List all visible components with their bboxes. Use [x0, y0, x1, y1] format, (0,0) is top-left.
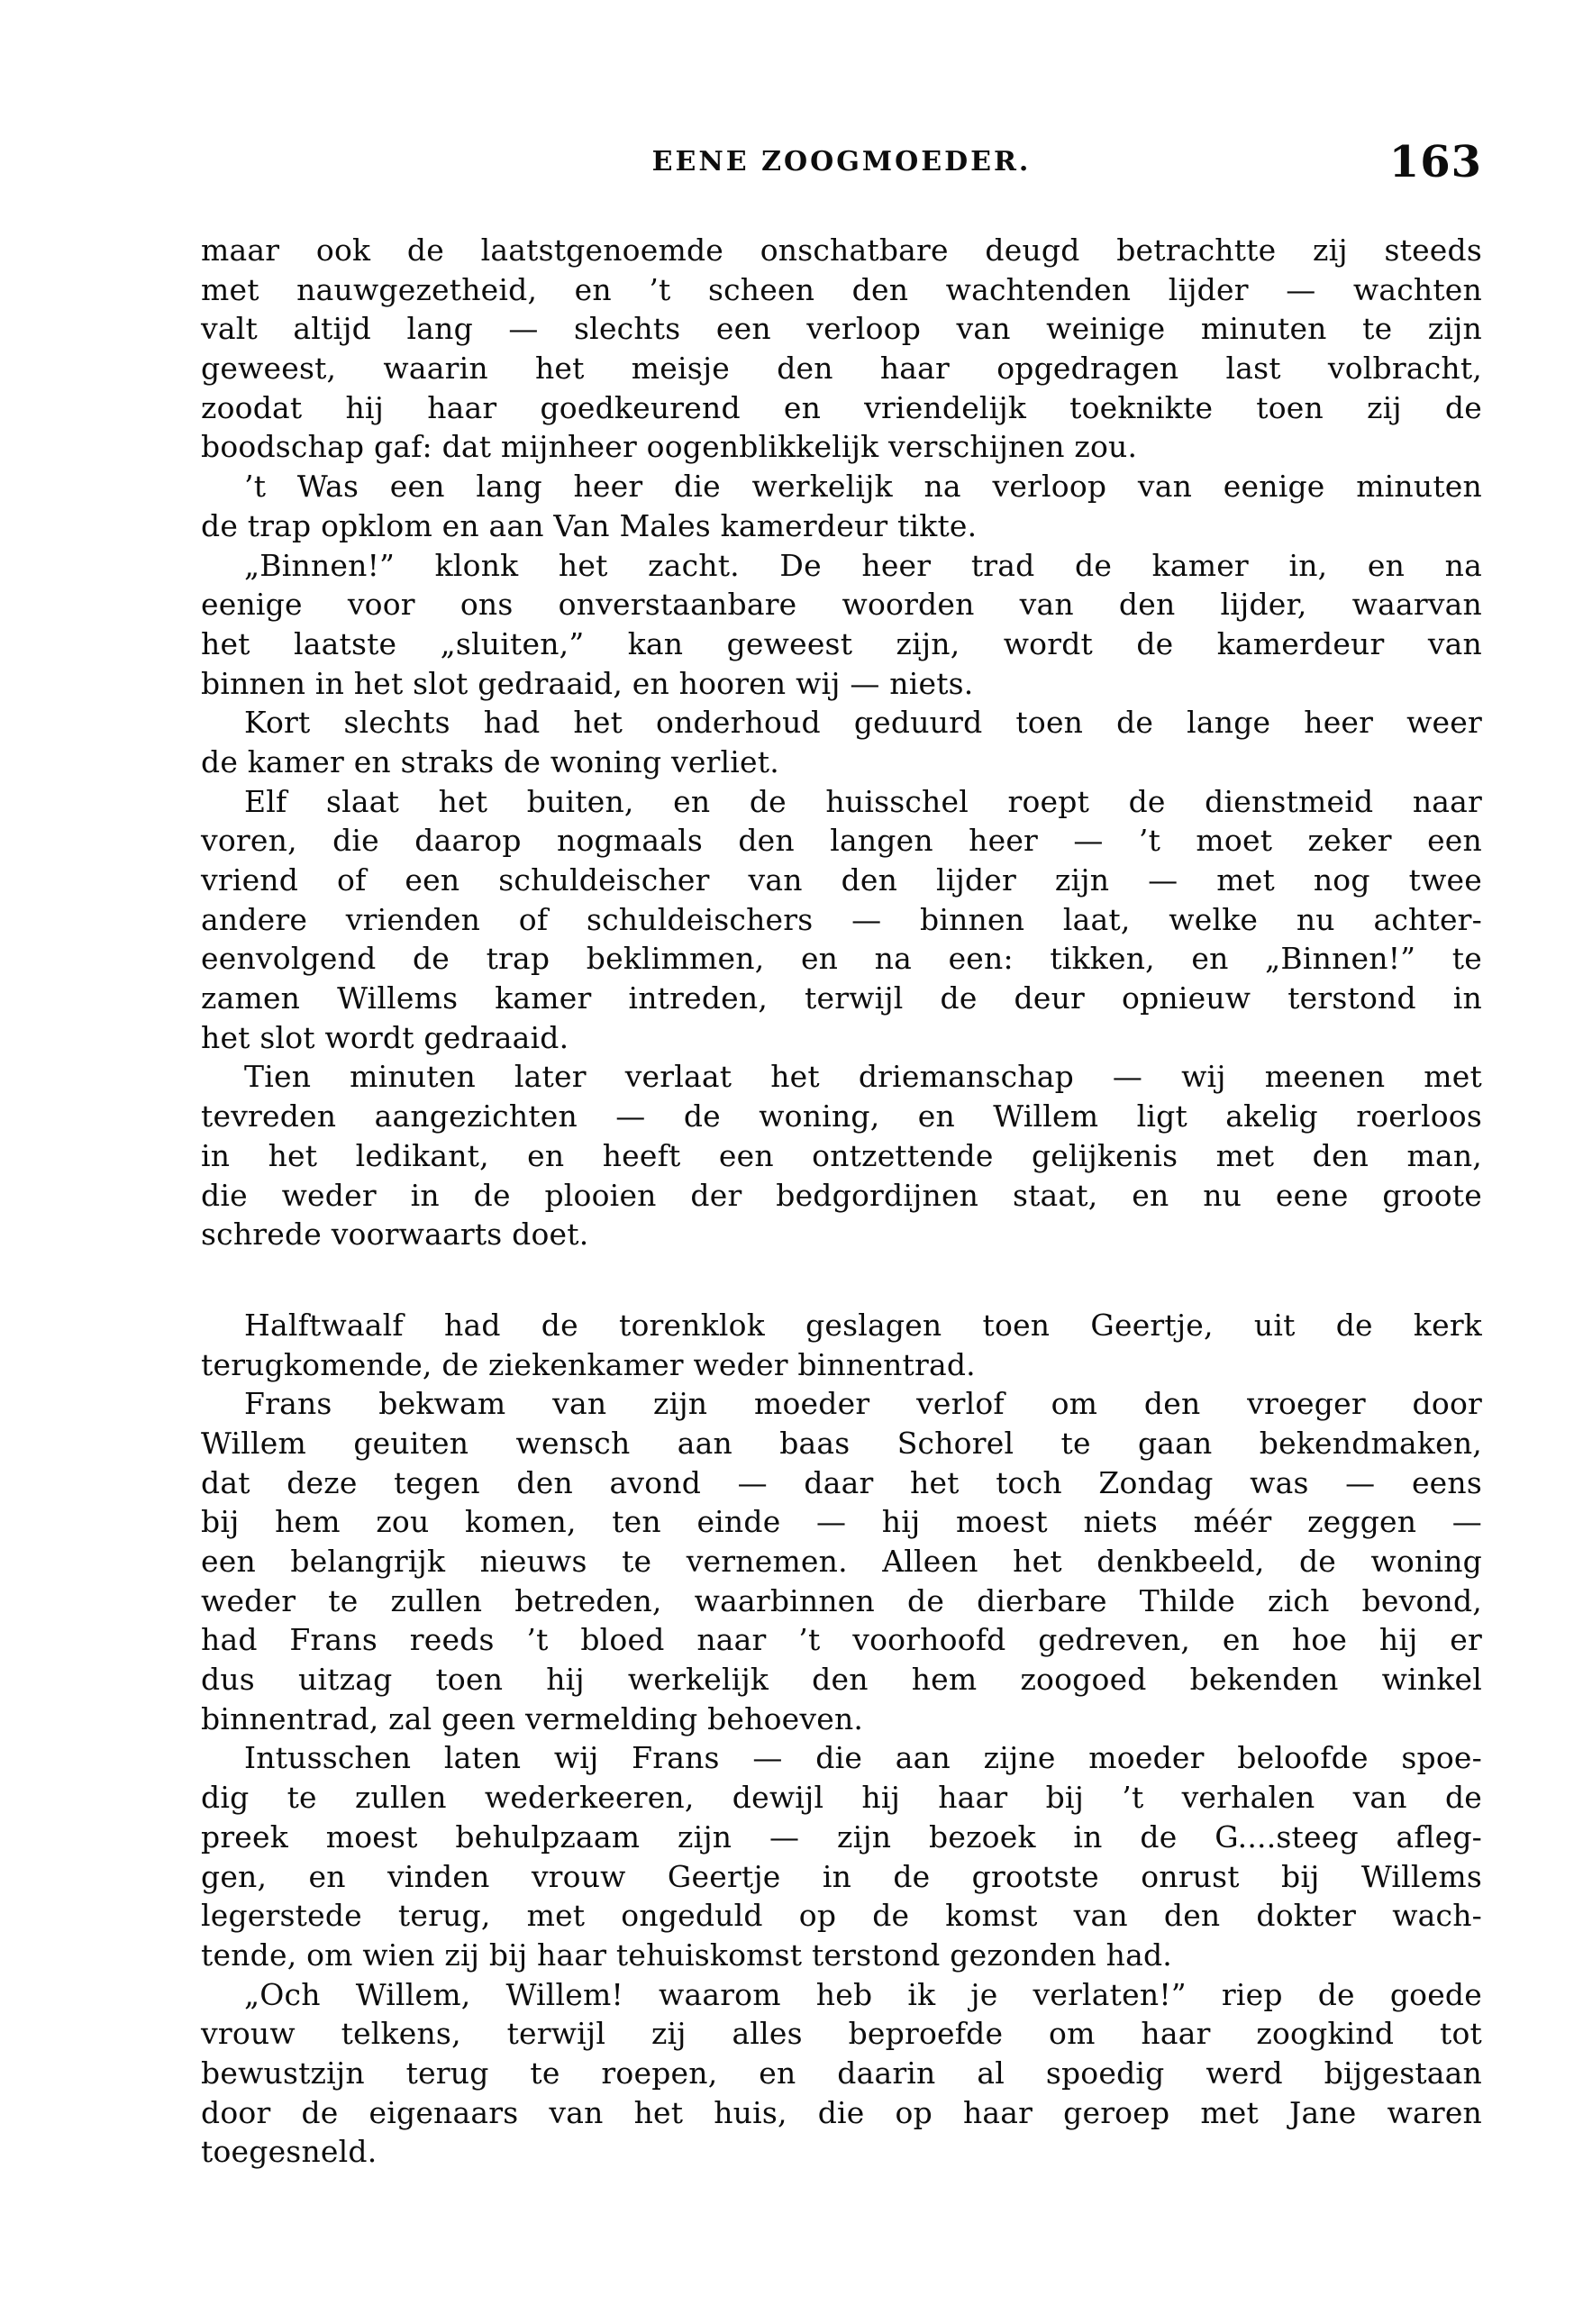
- text-line: Halftwaalf had de torenklok geslagen toen Geertje, uit de kerk: [244, 1307, 1482, 1343]
- text-line: door de eigenaars van het huis, die op haar geroep met Jane waren: [201, 2094, 1482, 2130]
- paragraph: [201, 1738, 1482, 1974]
- text-line: Frans bekwam van zijn moeder verlof om den vroeger door: [244, 1386, 1482, 1422]
- paragraph: [201, 1975, 1482, 2172]
- text-line: gen, en vinden vrouw Geertje in de grootste onrust bij Willems: [201, 1858, 1482, 1894]
- text-line: met nauwgezetheid, en ’t scheen den wachtenden lijder — wachten: [201, 271, 1482, 307]
- text-line: legerstede terug, met ongeduld op de komst van den dokter wach-: [201, 1898, 1482, 1934]
- text-line: een belangrijk nieuws te vernemen. Alleen het denkbeeld, de woning: [201, 1544, 1482, 1579]
- text-line: bewustzijn terug te roepen, en daarin al spoedig werd bijgestaan: [201, 2055, 1482, 2091]
- text-line: toegesneld.: [201, 2134, 378, 2170]
- text-line: Kort slechts had het onderhoud geduurd toen de lange heer weer: [244, 705, 1482, 741]
- text-line: zoodat hij haar goedkeurend en vriendelijk toeknikte toen zij de: [201, 389, 1482, 425]
- page-number: 163: [1388, 137, 1482, 187]
- text-line: dig te zullen wederkeeren, dewijl hij haar bij ’t verhalen van de: [201, 1780, 1482, 1816]
- text-line: zamen Willems kamer intreden, terwijl de deur opnieuw terstond in: [201, 980, 1482, 1016]
- paragraph: [201, 546, 1482, 704]
- text-line: andere vrienden of schuldeischers — binnen laat, welke nu achter-: [201, 901, 1482, 937]
- text-line: in het ledikant, en heeft een ontzettende gelijkenis met den man,: [201, 1137, 1482, 1173]
- text-line: de kamer en straks de woning verliet.: [201, 743, 779, 779]
- paragraph: [201, 1384, 1482, 1738]
- paragraph: [201, 231, 1482, 467]
- text-line: geweest, waarin het meisje den haar opgedragen last volbracht,: [201, 351, 1482, 387]
- text-line: de trap opklom en aan Van Males kamerdeur tikte.: [201, 507, 978, 543]
- text-line: dat deze tegen den avond — daar het toch Zondag was — eens: [201, 1464, 1482, 1500]
- text-line: eenvolgend de trap beklimmen, en na een: tikken, en „Binnen!” te: [201, 941, 1482, 977]
- text-line: het laatste „sluiten,” kan geweest zijn, wordt de kamerdeur van: [201, 625, 1482, 661]
- text-line: „Binnen!” klonk het zacht. De heer trad de kamer in, en na: [244, 547, 1482, 583]
- text-line: dus uitzag toen hij werkelijk den hem zoogoed bekenden winkel: [201, 1662, 1482, 1698]
- text-line: eenige voor ons onverstaanbare woorden van den lijder, waarvan: [201, 587, 1482, 623]
- text-line: die weder in de plooien der bedgordijnen staat, en nu eene groote: [201, 1177, 1482, 1213]
- text-line: Willem geuiten wensch aan baas Schorel te gaan bekendmaken,: [201, 1425, 1482, 1461]
- text-line: „Och Willem, Willem! waarom heb ik je verlaten!” riep de goede: [244, 1976, 1482, 2012]
- text-line: Tien minuten later verlaat het driemanschap — wij meenen met: [244, 1059, 1482, 1095]
- text-line: valt altijd lang — slechts een verloop van weinige minuten te zijn: [201, 311, 1482, 347]
- paragraph: [201, 1306, 1482, 1384]
- text-line: Intusschen laten wij Frans — die aan zijne moeder beloofde spoe-: [244, 1740, 1482, 1776]
- text-line: tende, om wien zij bij haar tehuiskomst terstond gezonden had.: [201, 1937, 1172, 1973]
- text-line: tevreden aangezichten — de woning, en Willem ligt akelig roerloos: [201, 1098, 1482, 1135]
- text-line: maar ook de laatstgenoemde onschatbare deugd betrachtte zij steeds: [201, 232, 1482, 268]
- text-line: voren, die daarop nogmaals den langen heer — ’t moet zeker een: [201, 823, 1482, 859]
- text-line: boodschap gaf: dat mijnheer oogenblikkelijk verschijnen zou.: [201, 429, 1138, 465]
- text-line: weder te zullen betreden, waarbinnen de dierbare Thilde zich bevond,: [201, 1582, 1482, 1618]
- text-line: terugkomende, de ziekenkamer weder binnentrad.: [201, 1346, 976, 1382]
- text-line: bij hem zou komen, ten einde — hij moest niets méér zeggen —: [201, 1504, 1482, 1540]
- text-line: ’t Was een lang heer die werkelijk na verloop van eenige minuten: [244, 469, 1482, 505]
- text-line: het slot wordt gedraaid.: [201, 1019, 569, 1055]
- text-line: schrede voorwaarts doet.: [201, 1217, 589, 1253]
- text-line: vrouw telkens, terwijl zij alles beproefde om haar zoogkind tot: [201, 2016, 1482, 2052]
- text-line: binnen in het slot gedraaid, en hooren wij — niets.: [201, 665, 974, 701]
- paragraph: [201, 467, 1482, 545]
- running-head-title: EENE ZOOGMOEDER.: [651, 146, 1032, 178]
- text-line: had Frans reeds ’t bloed naar ’t voorhoofd gedreven, en hoe hij er: [201, 1622, 1482, 1658]
- text-line: Elf slaat het buiten, en de huisschel roept de dienstmeid naar: [244, 783, 1482, 819]
- text-line: preek moest behulpzaam zijn — zijn bezoek in de G....steeg afleg-: [201, 1818, 1482, 1855]
- paragraph: [201, 782, 1482, 1058]
- paragraph: [201, 1057, 1482, 1253]
- text-line: binnentrad, zal geen vermelding behoeven.: [201, 1700, 864, 1736]
- text-line: vriend of een schuldeischer van den lijder zijn — met nog twee: [201, 862, 1482, 898]
- paragraph: [201, 703, 1482, 781]
- page-body: [201, 231, 1482, 2172]
